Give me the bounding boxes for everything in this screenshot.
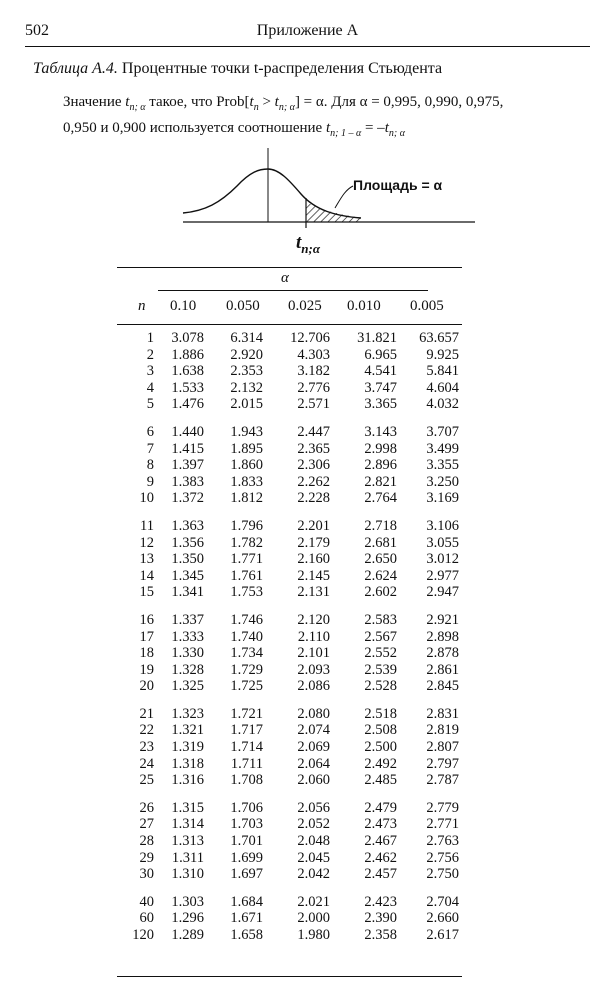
degrees-of-freedom-cell: 4 <box>146 379 154 396</box>
row-group <box>110 518 470 601</box>
table-row <box>110 474 470 491</box>
critical-value-cell: 1.886 <box>171 346 204 363</box>
critical-value-cell: 2.365 <box>297 440 330 457</box>
area-label: Площадь = α <box>353 177 443 193</box>
critical-value-cell: 2.878 <box>426 645 459 662</box>
critical-value-cell: 1.753 <box>230 584 263 601</box>
critical-value-cell: 1.771 <box>230 551 263 568</box>
degrees-of-freedom-cell: 21 <box>139 705 154 722</box>
critical-value-cell: 2.896 <box>364 457 397 474</box>
table-row <box>110 866 470 883</box>
critical-value-cell: 3.182 <box>297 363 330 380</box>
critical-value-cell: 1.316 <box>171 772 204 789</box>
critical-value-cell: 1.725 <box>230 678 263 695</box>
critical-value-cell: 1.315 <box>171 799 204 816</box>
table-row <box>110 927 470 944</box>
critical-value-cell: 2.756 <box>426 849 459 866</box>
critical-value-cell: 1.703 <box>230 816 263 833</box>
degrees-of-freedom-cell: 24 <box>139 755 154 772</box>
critical-value-cell: 2.583 <box>364 611 397 628</box>
table-row <box>110 380 470 397</box>
row-group <box>110 706 470 789</box>
critical-value-cell: 2.787 <box>426 772 459 789</box>
alpha-col-header: 0.005 <box>410 298 444 314</box>
critical-value-cell: 2.306 <box>297 457 330 474</box>
degrees-of-freedom-cell: 11 <box>140 517 154 534</box>
running-title: Приложение А <box>256 22 359 39</box>
caption-label: Таблица А.4. <box>33 60 118 77</box>
critical-value-cell: 1.337 <box>171 611 204 628</box>
critical-value-cell: 1.311 <box>171 849 204 866</box>
critical-value-label: $t_{n;\alpha}$ <box>296 232 321 256</box>
alpha-col-header: 0.025 <box>288 298 322 314</box>
critical-value-cell: 2.763 <box>426 833 459 850</box>
critical-value-cell: 3.012 <box>426 551 459 568</box>
critical-value-cell: 2.624 <box>364 567 397 584</box>
degrees-of-freedom-cell: 23 <box>139 739 154 756</box>
critical-value-cell: 1.440 <box>171 423 204 440</box>
degrees-of-freedom-cell: 12 <box>139 534 154 551</box>
degrees-of-freedom-cell: 20 <box>139 678 154 695</box>
degrees-of-freedom-cell: 5 <box>146 396 154 413</box>
critical-value-cell: 1.318 <box>171 755 204 772</box>
header-bottom-rule <box>117 324 462 325</box>
critical-value-cell: 1.746 <box>230 611 263 628</box>
critical-value-cell: 2.056 <box>297 799 330 816</box>
critical-value-cell: 1.711 <box>230 755 263 772</box>
critical-value-cell: 2.831 <box>426 705 459 722</box>
critical-value-cell: 2.704 <box>426 893 459 910</box>
critical-value-cell: 2.571 <box>297 396 330 413</box>
critical-value-cell: 1.319 <box>171 739 204 756</box>
critical-value-cell: 1.761 <box>230 567 263 584</box>
critical-value-cell: 2.145 <box>297 567 330 584</box>
critical-value-cell: 2.567 <box>364 628 397 645</box>
critical-value-cell: 2.650 <box>364 551 397 568</box>
critical-value-cell: 12.706 <box>290 330 330 346</box>
critical-value-cell: 2.845 <box>426 678 459 695</box>
critical-value-cell: 1.721 <box>230 705 263 722</box>
critical-value-cell: 2.423 <box>364 893 397 910</box>
critical-value-cell: 2.131 <box>297 584 330 601</box>
critical-value-cell: 2.552 <box>364 645 397 662</box>
critical-value-cell: 2.750 <box>426 866 459 883</box>
table-row <box>110 612 470 629</box>
critical-value-cell: 2.358 <box>364 927 397 943</box>
table-row <box>110 910 470 927</box>
table-row <box>110 706 470 723</box>
critical-value-cell: 63.657 <box>419 330 459 346</box>
table-row <box>110 363 470 380</box>
critical-value-cell: 2.602 <box>364 584 397 601</box>
critical-value-cell: 2.539 <box>364 661 397 678</box>
table-row <box>110 662 470 679</box>
critical-value-cell: 2.467 <box>364 833 397 850</box>
degrees-of-freedom-cell: 18 <box>139 645 154 662</box>
critical-value-cell: 2.228 <box>297 490 330 507</box>
critical-value-cell: 1.701 <box>230 833 263 850</box>
degrees-of-freedom-cell: 9 <box>146 473 154 490</box>
critical-value-cell: 2.060 <box>297 772 330 789</box>
critical-value-cell: 2.052 <box>297 816 330 833</box>
critical-value-cell: 6.965 <box>364 346 397 363</box>
critical-value-cell: 1.782 <box>230 534 263 551</box>
critical-value-cell: 1.684 <box>230 893 263 910</box>
critical-value-cell: 2.764 <box>364 490 397 507</box>
critical-value-cell: 1.397 <box>171 457 204 474</box>
critical-value-cell: 1.833 <box>230 473 263 490</box>
table-row <box>110 424 470 441</box>
critical-value-cell: 1.533 <box>171 379 204 396</box>
degrees-of-freedom-cell: 7 <box>146 440 154 457</box>
critical-value-cell: 2.921 <box>426 611 459 628</box>
degrees-of-freedom-cell: 17 <box>139 628 154 645</box>
critical-value-cell: 1.860 <box>230 457 263 474</box>
critical-value-cell: 1.638 <box>171 363 204 380</box>
critical-value-cell: 1.658 <box>230 927 263 943</box>
degrees-of-freedom-cell: 10 <box>139 490 154 507</box>
critical-value-cell: 1.321 <box>171 722 204 739</box>
critical-value-cell: 1.706 <box>230 799 263 816</box>
table-body <box>110 330 470 955</box>
critical-value-cell: 2.977 <box>426 567 459 584</box>
row-group <box>110 612 470 695</box>
critical-value-cell: 1.699 <box>230 849 263 866</box>
critical-value-cell: 2.021 <box>297 893 330 910</box>
critical-value-cell: 2.718 <box>364 517 397 534</box>
t-distribution-diagram <box>175 148 485 260</box>
critical-value-cell: 3.250 <box>426 473 459 490</box>
degrees-of-freedom-cell: 3 <box>146 363 154 380</box>
table-row <box>110 568 470 585</box>
critical-value-cell: 2.101 <box>297 645 330 662</box>
critical-value-cell: 1.289 <box>171 927 204 943</box>
table-row <box>110 772 470 789</box>
table-row <box>110 850 470 867</box>
critical-value-cell: 2.093 <box>297 661 330 678</box>
intro-line-1: Значение $t_{n; \alpha}$ такое, что $Prob[t_n > t_{n; \alpha}] = \alpha$. Для α = 0,995, 0,990, 0,975, <box>63 94 504 113</box>
critical-value-cell: 2.797 <box>426 755 459 772</box>
critical-value-cell: 1.296 <box>171 910 204 927</box>
degrees-of-freedom-cell: 14 <box>139 567 154 584</box>
critical-value-cell: 2.776 <box>297 379 330 396</box>
row-group <box>110 330 470 413</box>
table-row <box>110 551 470 568</box>
critical-value-cell: 2.998 <box>364 440 397 457</box>
critical-value-cell: 2.947 <box>426 584 459 601</box>
critical-value-cell: 2.920 <box>230 346 263 363</box>
critical-value-cell: 1.708 <box>230 772 263 789</box>
critical-value-cell: 2.528 <box>364 678 397 695</box>
row-group <box>110 894 470 944</box>
table-row <box>110 756 470 773</box>
critical-value-cell: 2.479 <box>364 799 397 816</box>
critical-value-cell: 6.314 <box>230 330 263 346</box>
critical-value-cell: 2.086 <box>297 678 330 695</box>
critical-value-cell: 5.841 <box>426 363 459 380</box>
critical-value-cell: 1.325 <box>171 678 204 695</box>
row-group <box>110 424 470 507</box>
degrees-of-freedom-cell: 8 <box>146 457 154 474</box>
critical-value-cell: 31.821 <box>357 330 397 346</box>
critical-value-cell: 1.330 <box>171 645 204 662</box>
degrees-of-freedom-cell: 1 <box>146 330 154 346</box>
critical-value-cell: 2.074 <box>297 722 330 739</box>
table-top-rule <box>117 267 462 268</box>
critical-value-cell: 2.262 <box>297 473 330 490</box>
critical-value-cell: 1.895 <box>230 440 263 457</box>
table-row <box>110 833 470 850</box>
degrees-of-freedom-cell: 16 <box>139 611 154 628</box>
critical-value-cell: 2.861 <box>426 661 459 678</box>
critical-value-cell: 2.819 <box>426 722 459 739</box>
critical-value-cell: 2.179 <box>297 534 330 551</box>
table-row <box>110 645 470 662</box>
degrees-of-freedom-cell: 30 <box>139 866 154 883</box>
degrees-of-freedom-cell: 26 <box>139 799 154 816</box>
critical-value-cell: 2.160 <box>297 551 330 568</box>
critical-value-cell: 2.447 <box>297 423 330 440</box>
critical-value-cell: 3.055 <box>426 534 459 551</box>
degrees-of-freedom-cell: 15 <box>139 584 154 601</box>
critical-value-cell: 1.714 <box>230 739 263 756</box>
critical-value-cell: 2.132 <box>230 379 263 396</box>
critical-value-cell: 2.390 <box>364 910 397 927</box>
critical-value-cell: 1.303 <box>171 893 204 910</box>
critical-value-cell: 3.078 <box>171 330 204 346</box>
critical-value-cell: 2.462 <box>364 849 397 866</box>
alpha-span-rule <box>158 290 428 291</box>
header-rule <box>25 46 590 47</box>
critical-value-cell: 2.518 <box>364 705 397 722</box>
critical-value-cell: 2.457 <box>364 866 397 883</box>
area-pointer <box>335 186 353 208</box>
critical-value-cell: 1.717 <box>230 722 263 739</box>
critical-value-cell: 1.333 <box>171 628 204 645</box>
critical-value-cell: 1.350 <box>171 551 204 568</box>
critical-value-cell: 1.363 <box>171 517 204 534</box>
table-row <box>110 330 470 347</box>
critical-value-cell: 2.015 <box>230 396 263 413</box>
critical-value-cell: 2.779 <box>426 799 459 816</box>
table-caption <box>33 60 442 78</box>
critical-value-cell: 2.485 <box>364 772 397 789</box>
table-bottom-rule <box>117 976 462 977</box>
critical-value-cell: 2.120 <box>297 611 330 628</box>
critical-value-cell: 1.415 <box>171 440 204 457</box>
critical-value-cell: 1.671 <box>230 910 263 927</box>
page-header <box>25 22 590 46</box>
degrees-of-freedom-cell: 19 <box>139 661 154 678</box>
critical-value-cell: 2.042 <box>297 866 330 883</box>
critical-value-cell: 1.383 <box>171 473 204 490</box>
degrees-of-freedom-cell: 40 <box>139 893 154 910</box>
degrees-of-freedom-cell: 27 <box>139 816 154 833</box>
critical-value-cell: 2.473 <box>364 816 397 833</box>
table-row <box>110 800 470 817</box>
critical-value-cell: 1.356 <box>171 534 204 551</box>
critical-value-cell: 1.341 <box>171 584 204 601</box>
critical-value-cell: 2.807 <box>426 739 459 756</box>
table-row <box>110 816 470 833</box>
critical-value-cell: 4.032 <box>426 396 459 413</box>
table-row <box>110 678 470 695</box>
critical-value-cell: 2.771 <box>426 816 459 833</box>
row-group <box>110 800 470 883</box>
page-number: 502 <box>25 22 49 39</box>
critical-value-cell: 1.345 <box>171 567 204 584</box>
critical-value-cell: 1.310 <box>171 866 204 883</box>
critical-value-cell: 9.925 <box>426 346 459 363</box>
table-row <box>110 490 470 507</box>
critical-value-cell: 1.328 <box>171 661 204 678</box>
critical-value-cell: 2.000 <box>297 910 330 927</box>
critical-value-cell: 2.500 <box>364 739 397 756</box>
degrees-of-freedom-cell: 29 <box>139 849 154 866</box>
table-row <box>110 739 470 756</box>
critical-value-cell: 3.365 <box>364 396 397 413</box>
critical-value-cell: 1.729 <box>230 661 263 678</box>
degrees-of-freedom-cell: 28 <box>139 833 154 850</box>
critical-value-cell: 3.747 <box>364 379 397 396</box>
table-row <box>110 396 470 413</box>
critical-value-cell: 2.069 <box>297 739 330 756</box>
table-row <box>110 629 470 646</box>
critical-value-cell: 1.476 <box>171 396 204 413</box>
critical-value-cell: 2.064 <box>297 755 330 772</box>
critical-value-cell: 3.499 <box>426 440 459 457</box>
degrees-of-freedom-cell: 120 <box>132 927 154 943</box>
critical-value-cell: 2.660 <box>426 910 459 927</box>
degrees-of-freedom-cell: 25 <box>139 772 154 789</box>
n-column-header: n <box>138 298 146 314</box>
alpha-col-header: 0.050 <box>226 298 260 314</box>
critical-value-cell: 2.080 <box>297 705 330 722</box>
critical-value-cell: 2.898 <box>426 628 459 645</box>
critical-value-cell: 4.604 <box>426 379 459 396</box>
critical-value-cell: 2.110 <box>297 628 330 645</box>
critical-value-cell: 1.313 <box>171 833 204 850</box>
critical-value-cell: 1.812 <box>230 490 263 507</box>
critical-value-cell: 1.796 <box>230 517 263 534</box>
critical-value-cell: 3.355 <box>426 457 459 474</box>
critical-value-cell: 3.106 <box>426 517 459 534</box>
critical-value-cell: 3.169 <box>426 490 459 507</box>
critical-value-cell: 1.943 <box>230 423 263 440</box>
density-curve <box>183 169 361 218</box>
critical-value-cell: 3.143 <box>364 423 397 440</box>
table-row <box>110 457 470 474</box>
degrees-of-freedom-cell: 13 <box>139 551 154 568</box>
critical-value-cell: 2.353 <box>230 363 263 380</box>
caption-text: Процентные точки t-распределения Стьюдента <box>121 60 443 77</box>
critical-value-cell: 1.734 <box>230 645 263 662</box>
critical-value-cell: 2.201 <box>297 517 330 534</box>
table-row <box>110 441 470 458</box>
critical-value-cell: 1.697 <box>230 866 263 883</box>
degrees-of-freedom-cell: 22 <box>139 722 154 739</box>
alpha-col-header: 0.010 <box>347 298 381 314</box>
alpha-col-header: 0.10 <box>170 298 197 314</box>
critical-value-cell: 2.821 <box>364 473 397 490</box>
table-row <box>110 584 470 601</box>
table-row <box>110 722 470 739</box>
critical-value-cell: 2.508 <box>364 722 397 739</box>
table-row <box>110 518 470 535</box>
critical-value-cell: 1.980 <box>297 927 330 943</box>
critical-value-cell: 2.681 <box>364 534 397 551</box>
critical-value-cell: 2.048 <box>297 833 330 850</box>
critical-value-cell: 1.323 <box>171 705 204 722</box>
critical-value-cell: 4.541 <box>364 363 397 380</box>
intro-line-2: 0,950 и 0,900 используется соотношение $t_{n; 1 - \alpha} = -t_{n; \alpha}$ <box>63 120 405 139</box>
alpha-header: α <box>281 270 289 286</box>
degrees-of-freedom-cell: 2 <box>146 346 154 363</box>
degrees-of-freedom-cell: 6 <box>146 423 154 440</box>
critical-value-cell: 2.045 <box>297 849 330 866</box>
critical-value-cell: 1.372 <box>171 490 204 507</box>
table-row <box>110 535 470 552</box>
critical-value-cell: 1.740 <box>230 628 263 645</box>
table-row <box>110 347 470 364</box>
critical-value-cell: 3.707 <box>426 423 459 440</box>
critical-value-cell: 2.617 <box>426 927 459 943</box>
critical-value-cell: 1.314 <box>171 816 204 833</box>
critical-value-cell: 4.303 <box>297 346 330 363</box>
degrees-of-freedom-cell: 60 <box>139 910 154 927</box>
table-row <box>110 894 470 911</box>
critical-value-cell: 2.492 <box>364 755 397 772</box>
